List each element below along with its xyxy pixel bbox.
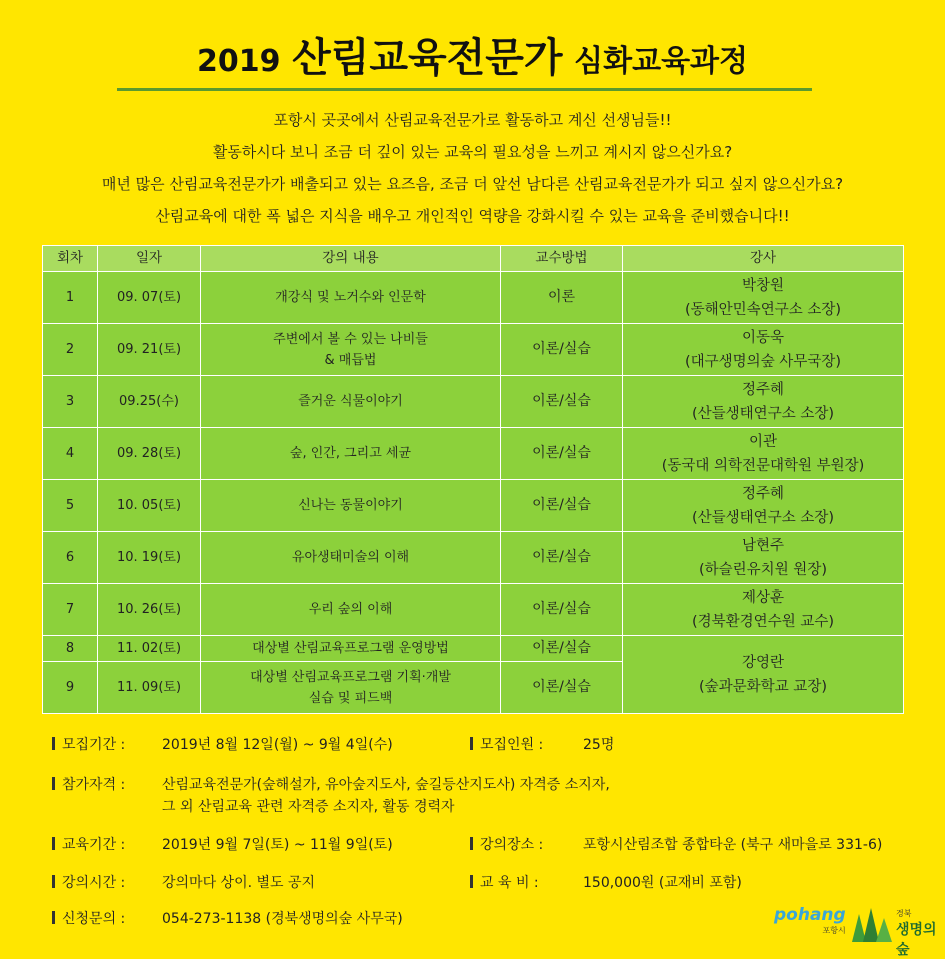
- lecturer-name: 이동욱: [741, 329, 785, 346]
- cell-no: 4: [43, 428, 98, 480]
- table-row: [43, 532, 904, 584]
- cell-date: 11. 09(토): [98, 662, 201, 714]
- header-lecturer: 강사: [623, 246, 904, 272]
- cell-lecturer: [623, 584, 904, 636]
- header-date: 일자: [98, 246, 201, 272]
- cell-date: 10. 05(토): [98, 480, 201, 532]
- cell-no: 3: [43, 376, 98, 428]
- table-row: [43, 272, 904, 324]
- lecturer-name: 박창원: [741, 277, 785, 294]
- info-venue: [470, 834, 882, 856]
- lecturer-org: (경북환경연수원 교수): [692, 613, 834, 630]
- cell-lecturer: [623, 428, 904, 480]
- cell-method: 이론: [501, 272, 623, 324]
- info-contact: [52, 908, 403, 930]
- table-row: [43, 376, 904, 428]
- cell-lecturer: [623, 480, 904, 532]
- info-recruit-period: [52, 734, 393, 756]
- cell-lecturer: [623, 324, 904, 376]
- lecturer-org: (산들생태연구소 소장): [692, 509, 834, 526]
- cell-date: 10. 19(토): [98, 532, 201, 584]
- info-value: 2019년 9월 7일(토) ~ 11월 9일(토): [162, 837, 393, 853]
- lecturer-name: 남현주: [741, 537, 785, 554]
- lecturer-org: (동해안민속연구소 소장): [685, 301, 841, 318]
- info-label: 강의시간 :: [62, 875, 126, 891]
- lecturer-org: (숲과문화학교 교장): [699, 678, 827, 695]
- cell-content: 유아생태미술의 이해: [201, 532, 501, 584]
- cell-no: 1: [43, 272, 98, 324]
- cell-date: 09.25(수): [98, 376, 201, 428]
- schedule-table: [42, 245, 904, 714]
- cell-method: 이론/실습: [501, 376, 623, 428]
- info-value: 포항시산림조합 종합타운 (북구 새마을로 331-6): [583, 837, 883, 853]
- cell-content: 신나는 동물이야기: [201, 480, 501, 532]
- cell-method: 이론/실습: [501, 480, 623, 532]
- cell-content: 즐거운 식물이야기: [201, 376, 501, 428]
- cell-date: 11. 02(토): [98, 636, 201, 662]
- lecturer-name: 정주혜: [741, 381, 785, 398]
- info-label: 모집인원 :: [480, 737, 544, 753]
- lecturer-name: 이관: [748, 433, 777, 450]
- table-row: [43, 428, 904, 480]
- lecturer-org: (동국대 의학전문대학원 부원장): [661, 457, 865, 474]
- content-line: 실습 및 피드백: [308, 690, 393, 706]
- cell-no: 7: [43, 584, 98, 636]
- lecturer-name: 정주혜: [741, 485, 785, 502]
- bullet-bar: [52, 837, 55, 850]
- info-edu-period: [52, 834, 393, 856]
- pohang-logo-sub: 포항시: [822, 926, 846, 935]
- cell-method: 이론/실습: [501, 584, 623, 636]
- content-line: 대상별 산림교육프로그램 기획·개발: [250, 669, 451, 685]
- info-value-line: 그 외 산림교육 관련 자격증 소지자, 활동 경력자: [162, 799, 455, 815]
- cell-lecturer: [623, 272, 904, 324]
- bullet-bar: [470, 875, 473, 888]
- info-label: 참가자격 :: [62, 777, 126, 793]
- cell-date: 09. 28(토): [98, 428, 201, 480]
- info-label: 교육기간 :: [62, 837, 126, 853]
- info-value: 2019년 8월 12일(월) ~ 9월 4일(수): [162, 737, 393, 753]
- info-label: 교 육 비 :: [480, 875, 539, 891]
- info-label: 모집기간 :: [62, 737, 126, 753]
- forest-logo-small: 경북: [896, 909, 912, 918]
- bullet-bar: [52, 911, 55, 924]
- info-value: [162, 774, 610, 818]
- header-method: 교수방법: [501, 246, 623, 272]
- bullet-bar: [52, 875, 55, 888]
- content-line: & 매듭법: [324, 352, 377, 368]
- title-year: 2019: [196, 44, 281, 79]
- cell-date: 10. 26(토): [98, 584, 201, 636]
- tree-icon: [850, 906, 894, 942]
- info-time: [52, 872, 315, 894]
- lecturer-org: (산들생태연구소 소장): [692, 405, 834, 422]
- cell-no: 5: [43, 480, 98, 532]
- lecturer-org: (대구생명의숲 사무국장): [685, 353, 841, 370]
- cell-method: 이론/실습: [501, 662, 623, 714]
- info-label: 강의장소 :: [480, 837, 544, 853]
- header-content: 강의 내용: [201, 246, 501, 272]
- bullet-bar: [470, 737, 473, 750]
- forest-logo: [850, 906, 940, 958]
- cell-method: 이론/실습: [501, 532, 623, 584]
- cell-no: 8: [43, 636, 98, 662]
- info-fee: [470, 872, 742, 894]
- info-recruit-count: [470, 734, 614, 756]
- cell-content: [201, 324, 501, 376]
- info-value: 25명: [583, 737, 615, 753]
- bullet-bar: [470, 837, 473, 850]
- intro-line: 매년 많은 산림교육전문가가 배출되고 있는 요즈음, 조금 더 앞선 남다른 산림교육전문가가 되고 싶지 않으신가요?: [101, 175, 844, 193]
- cell-method: 이론/실습: [501, 636, 623, 662]
- info-value: 054-273-1138 (경북생명의숲 사무국): [162, 911, 403, 927]
- cell-method: 이론/실습: [501, 428, 623, 480]
- intro-line: 산림교육에 대한 폭 넓은 지식을 배우고 개인적인 역량을 강화시킬 수 있는 교육을 준비했습니다!!: [155, 207, 790, 225]
- cell-no: 9: [43, 662, 98, 714]
- cell-content: 대상별 산림교육프로그램 운영방법: [201, 636, 501, 662]
- cell-content: 숲, 인간, 그리고 세균: [201, 428, 501, 480]
- lecturer-name: 강영란: [741, 654, 785, 671]
- info-value: 강의마다 상이. 별도 공지: [162, 875, 316, 891]
- header-no: 회차: [43, 246, 98, 272]
- cell-content: 우리 숲의 이해: [201, 584, 501, 636]
- lecturer-name: 제상훈: [741, 589, 785, 606]
- table-row: [43, 324, 904, 376]
- cell-no: 2: [43, 324, 98, 376]
- table-row: [43, 480, 904, 532]
- bullet-bar: [52, 737, 55, 750]
- cell-method: 이론/실습: [501, 324, 623, 376]
- pohang-logo: [774, 907, 846, 939]
- bullet-bar: [52, 777, 55, 790]
- table-row: [43, 584, 904, 636]
- cell-content: [201, 662, 501, 714]
- lecturer-org: (하슬린유치원 원장): [699, 561, 827, 578]
- content-line: 주변에서 볼 수 있는 나비들: [273, 331, 428, 347]
- cell-no: 6: [43, 532, 98, 584]
- title-main: 산림교육전문가: [292, 35, 563, 81]
- page-title: [0, 26, 945, 83]
- cell-lecturer: [623, 532, 904, 584]
- table-row: [43, 636, 904, 662]
- forest-logo-text: 생명의숲: [896, 922, 937, 958]
- intro-line: 활동하시다 보니 조금 더 깊이 있는 교육의 필요성을 느끼고 계시지 않으신가요?: [212, 143, 733, 161]
- cell-lecturer: [623, 376, 904, 428]
- info-label: 신청문의 :: [62, 911, 126, 927]
- cell-date: 09. 07(토): [98, 272, 201, 324]
- info-value-line: 산림교육전문가(숲해설가, 유아숲지도사, 숲길등산지도사) 자격증 소지자,: [162, 777, 610, 793]
- cell-content: 개강식 및 노거수와 인문학: [201, 272, 501, 324]
- pohang-logo-text: pohang: [774, 905, 846, 925]
- title-sub: 심화교육과정: [574, 44, 749, 79]
- table-header-row: [43, 246, 904, 272]
- info-qualification: [52, 774, 610, 818]
- info-value: 150,000원 (교재비 포함): [583, 875, 742, 891]
- cell-date: 09. 21(토): [98, 324, 201, 376]
- intro-line: 포항시 곳곳에서 산림교육전문가로 활동하고 계신 선생님들!!: [273, 111, 672, 129]
- intro-text: [0, 104, 945, 232]
- cell-lecturer: [623, 636, 904, 714]
- title-divider: [117, 88, 812, 91]
